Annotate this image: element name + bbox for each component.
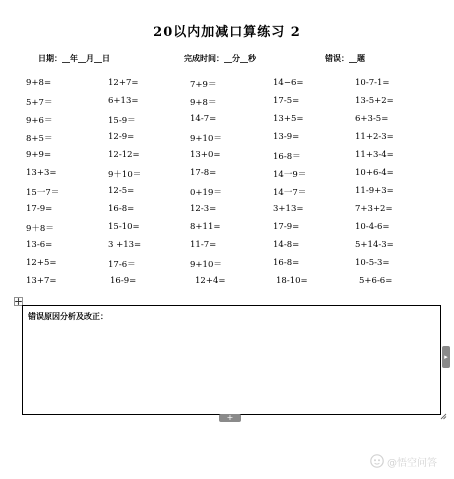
- watermark-text: @悟空问答: [387, 457, 437, 469]
- problem-cell: 6+3-5=: [355, 114, 389, 124]
- problem-cell: 14−6=: [273, 78, 304, 88]
- problem-cell: 13+3=: [26, 168, 57, 178]
- problem-cell: 13-9=: [273, 132, 300, 142]
- problem-cell: 9+9=: [26, 150, 52, 160]
- problem-cell: 0+19＝: [190, 188, 222, 198]
- problem-cell: 6+13=: [108, 96, 139, 106]
- problem-cell: 9+10＝: [190, 134, 222, 144]
- problem-cell: 14-8=: [273, 240, 300, 250]
- problem-cell: 16-8=: [108, 204, 135, 214]
- problem-cell: 15-9＝: [108, 116, 136, 126]
- problem-cell: 11-9+3=: [355, 186, 394, 196]
- problem-cell: 9＋8＝: [26, 224, 54, 234]
- problem-cell: 5+6-6=: [359, 276, 393, 286]
- problem-cell: 12+4=: [195, 276, 226, 286]
- problem-cell: 16-8=: [273, 258, 300, 268]
- problem-cell: 14-7=: [190, 114, 217, 124]
- problem-cell: 8+11=: [190, 222, 221, 232]
- problem-cell: 9+10＝: [190, 260, 222, 270]
- problem-cell: 9+8＝: [190, 98, 217, 108]
- problem-cell: 8+5＝: [26, 134, 53, 144]
- problem-cell: 5+7＝: [26, 98, 53, 108]
- problem-cell: 11+2-3=: [355, 132, 394, 142]
- problem-cell: 12+7=: [108, 78, 139, 88]
- problem-cell: 16-9=: [110, 276, 137, 286]
- problem-cell: 12-3=: [190, 204, 217, 214]
- problem-cell: 7+9＝: [190, 80, 217, 90]
- problem-cell: 9＋10＝: [108, 170, 142, 180]
- problem-cell: 7+3+2=: [355, 204, 393, 214]
- error-analysis-label: 错误原因分析及改正：: [28, 311, 108, 321]
- problem-cell: 17-9=: [273, 222, 300, 232]
- bottom-resize-handle[interactable]: +: [219, 414, 241, 422]
- problem-cell: 15一7＝: [26, 188, 60, 198]
- errors-count-field: 错误：__题: [325, 53, 365, 63]
- problem-cell: 13+7=: [26, 276, 57, 286]
- wukong-logo-icon: [370, 454, 384, 468]
- problem-grid: [26, 78, 426, 292]
- problem-cell: 17-6＝: [108, 260, 136, 270]
- problem-cell: 12-5=: [108, 186, 135, 196]
- problem-cell: 9+8=: [26, 78, 52, 88]
- side-resize-handle[interactable]: ▸: [442, 346, 450, 368]
- problem-cell: 13-5+2=: [355, 96, 394, 106]
- problem-cell: 12-9=: [108, 132, 135, 142]
- problem-cell: 10-5-3=: [355, 258, 390, 268]
- page-title: 20以内加减口算练习 2: [153, 25, 301, 40]
- problem-cell: 13-6=: [26, 240, 53, 250]
- problem-cell: 11-7=: [190, 240, 217, 250]
- problem-cell: 17-8=: [190, 168, 217, 178]
- problem-cell: 10-7-1=: [355, 78, 390, 88]
- problem-cell: 17-5=: [273, 96, 300, 106]
- problem-cell: 14一9＝: [273, 170, 307, 180]
- problem-cell: 15-10=: [108, 222, 140, 232]
- info-row: [38, 53, 438, 67]
- problem-cell: 10+6-4=: [355, 168, 394, 178]
- problem-cell: 17-9=: [26, 204, 53, 214]
- problem-cell: 16-8＝: [273, 152, 301, 162]
- error-analysis-box[interactable]: [22, 305, 441, 415]
- problem-cell: 12+5=: [26, 258, 57, 268]
- date-field: 日期：__年__月__日: [38, 53, 110, 63]
- watermark: [370, 453, 437, 469]
- problem-cell: 13+0=: [190, 150, 221, 160]
- problem-cell: 9+6＝: [26, 116, 53, 126]
- problem-cell: 14一7＝: [273, 188, 307, 198]
- problem-cell: 10-4-6=: [355, 222, 390, 232]
- problem-cell: 5+14-3=: [355, 240, 394, 250]
- corner-resize-icon[interactable]: [440, 413, 447, 420]
- problem-cell: 3+13=: [273, 204, 304, 214]
- problem-cell: 13+5=: [273, 114, 304, 124]
- problem-cell: 3 +13=: [108, 240, 142, 250]
- completion-time-field: 完成时间：__分__秒: [184, 53, 256, 63]
- problem-cell: 12-12=: [108, 150, 140, 160]
- problem-cell: 11+3-4=: [355, 150, 394, 160]
- problem-cell: 18-10=: [276, 276, 308, 286]
